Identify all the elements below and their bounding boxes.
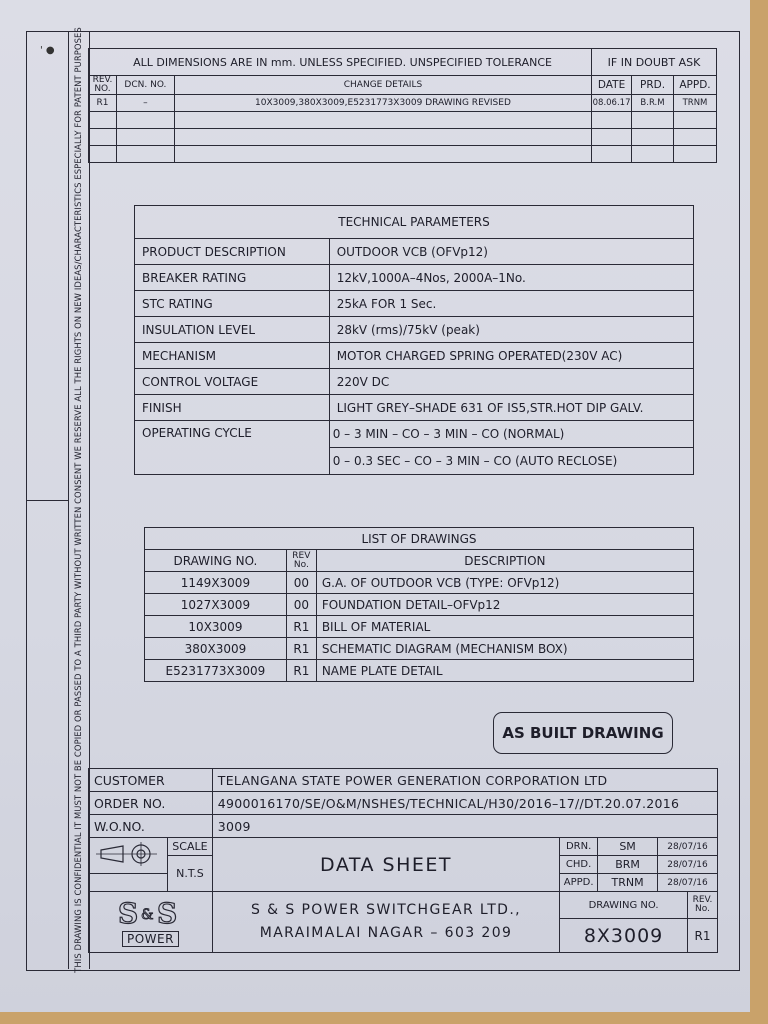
revision-row [89,95,717,112]
customer-name: TELANGANA STATE POWER GENERATION CORPORATION LTD [212,769,717,792]
chd-label: CHD. [560,856,598,874]
drawing-no: E5231773X3009 [145,660,287,682]
drawing-no: 1149X3009 [145,572,287,594]
rev-no-label: REV. No. [687,892,717,919]
parameter-value: 25kA FOR 1 Sec. [329,291,693,317]
revision-table [88,48,717,163]
operating-cycle-label: OPERATING CYCLE [135,421,330,475]
parameter-value: 28kV (rms)/75kV (peak) [329,317,693,343]
empty-revision-row [89,112,717,129]
description-header: DESCRIPTION [316,550,693,572]
empty-revision-row [89,129,717,146]
title-block [88,837,718,953]
sheet-rev: R1 [687,919,717,953]
as-built-stamp: AS BUILT DRAWING [493,712,673,754]
dcn-no: – [116,95,174,112]
date-header: DATE [592,76,632,95]
dcn-header: DCN. NO. [116,76,174,95]
svg-text:S: S [118,897,139,929]
order-number: 4900016170/SE/O&M/NSHES/TECHNICAL/H30/2016–17//DT.20.07.2016 [212,792,717,815]
parameter-row [135,395,694,421]
drawing-row [145,660,694,682]
drawing-row [145,638,694,660]
parameter-label: MECHANISM [135,343,330,369]
parameter-row [135,239,694,265]
drn-name: SM [598,838,658,856]
drawing-no-label: DRAWING NO. [560,892,688,919]
projection-symbol-cell [89,838,168,874]
company-name: S & S POWER SWITCHGEAR LTD., [251,902,522,918]
rev-no-header: REV. NO. [89,76,117,95]
technical-parameters-table [134,205,694,475]
parameter-row [135,291,694,317]
svg-text:&: & [141,907,154,923]
sheet-title: DATA SHEET [212,838,559,892]
parameter-row [135,265,694,291]
company-logo-cell [89,892,213,953]
drawing-row [145,616,694,638]
rev-no: R1 [89,95,117,112]
drawing-rev: R1 [286,638,316,660]
empty-revision-row [89,146,717,163]
chd-name: BRM [598,856,658,874]
wo-label: W.O.NO. [89,815,213,838]
confidentiality-note [68,27,88,973]
drawing-row [145,572,694,594]
parameter-label: FINISH [135,395,330,421]
appd-date: 28/07/16 [658,874,718,892]
confidentiality-text: THIS DRAWING IS CONFIDENTIAL IT MUST NOT BE COPIED OR PASSED TO A THIRD PARTY WITHOUT WRITTEN CONSENT WE RESERVE ALL THE RIGHTS ON NEW IDEAS/CHARACTERISTICS ESPECIALLY FOR PATENT PURPOSES [73,27,84,973]
operating-cycle-auto-reclose: 0 – 0.3 SEC – CO – 3 MIN – CO (AUTO RECLOSE) [332,454,618,468]
appd-header: APPD. [673,76,716,95]
company-name-cell [212,892,559,953]
parameter-row [135,369,694,395]
appd-name: TRNM [598,874,658,892]
wo-number: 3009 [212,815,717,838]
change-details-header: CHANGE DETAILS [174,76,591,95]
appd-label: APPD. [560,874,598,892]
operating-cycle-normal: 0 – 3 MIN – CO – 3 MIN – CO (NORMAL) [330,421,693,448]
drawing-rev: 00 [286,572,316,594]
customer-block [88,768,718,838]
drawing-no: 380X3009 [145,638,287,660]
drawing-description: G.A. OF OUTDOOR VCB (TYPE: OFVp12) [316,572,693,594]
ss-logo-icon [115,897,185,929]
company-address: MARAIMALAI NAGAR – 603 209 [259,925,513,941]
rev-prd: B.R.M [632,95,674,112]
drn-date: 28/07/16 [658,838,718,856]
parameter-value: LIGHT GREY–SHADE 631 OF IS5,STR.HOT DIP GALV. [329,395,693,421]
list-of-drawings-title: LIST OF DRAWINGS [145,528,694,550]
scale-value: N.T.S [167,856,212,892]
prd-header: PRD. [632,76,674,95]
drn-label: DRN. [560,838,598,856]
technical-parameters-title: TECHNICAL PARAMETERS [135,206,694,239]
drawing-description: BILL OF MATERIAL [316,616,693,638]
parameter-row [135,343,694,369]
margin-divider [26,500,68,501]
drawing-row [145,594,694,616]
doubt-note: IF IN DOUBT ASK [592,49,717,76]
drawing-number: 8X3009 [560,919,688,953]
parameter-label: STC RATING [135,291,330,317]
parameter-label: BREAKER RATING [135,265,330,291]
customer-label: CUSTOMER [89,769,213,792]
third-angle-projection-icon [95,839,161,869]
svg-text:S: S [157,897,178,929]
rev-date: 08.06.17 [592,95,632,112]
chd-date: 28/07/16 [658,856,718,874]
parameter-label: INSULATION LEVEL [135,317,330,343]
ink-mark: ' ● [40,45,55,56]
list-of-drawings-table [144,527,694,682]
drawing-no-header: DRAWING NO. [145,550,287,572]
rev-no-header: REV No. [286,550,316,572]
change-details: 10X3009,380X3009,E5231773X3009 DRAWING REVISED [174,95,591,112]
parameter-row [135,317,694,343]
parameter-label: CONTROL VOLTAGE [135,369,330,395]
drawing-rev: R1 [286,660,316,682]
drawing-rev: 00 [286,594,316,616]
drawing-no: 1027X3009 [145,594,287,616]
parameter-value: MOTOR CHARGED SPRING OPERATED(230V AC) [329,343,693,369]
parameter-value: OUTDOOR VCB (OFVp12) [329,239,693,265]
scale-label: SCALE [167,838,212,856]
drawing-description: SCHEMATIC DIAGRAM (MECHANISM BOX) [316,638,693,660]
parameter-label: PRODUCT DESCRIPTION [135,239,330,265]
drawing-rev: R1 [286,616,316,638]
operating-cycle-row [135,421,694,475]
drawing-no: 10X3009 [145,616,287,638]
drawing-description: FOUNDATION DETAIL–OFVp12 [316,594,693,616]
parameter-value: 12kV,1000A–4Nos, 2000A–1No. [329,265,693,291]
rev-appd: TRNM [673,95,716,112]
parameter-value: 220V DC [329,369,693,395]
drawing-description: NAME PLATE DETAIL [316,660,693,682]
order-label: ORDER NO. [89,792,213,815]
logo-power-text: POWER [122,931,179,947]
dimensions-note: ALL DIMENSIONS ARE IN mm. UNLESS SPECIFIED. UNSPECIFIED TOLERANCE [89,49,592,76]
company-logo [89,897,212,947]
